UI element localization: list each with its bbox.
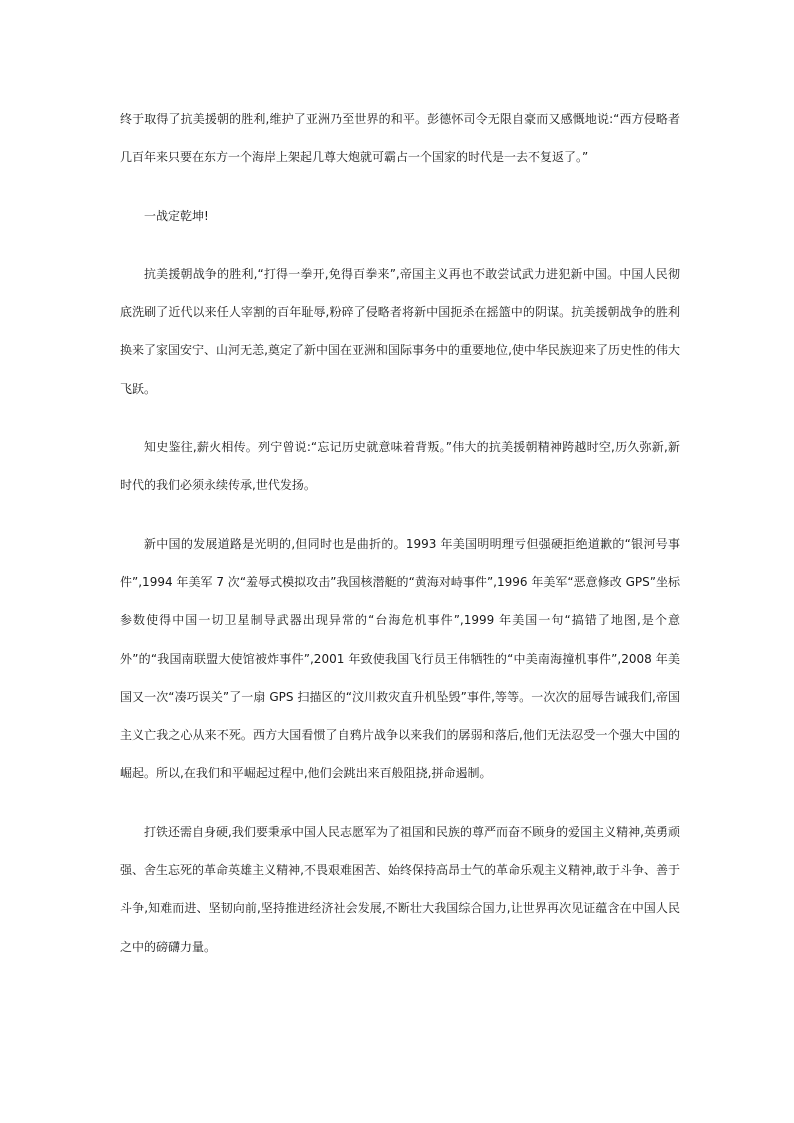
document-page: [120, 100, 680, 986]
paragraph-significance: 抗美援朝战争的胜利,“打得一拳开,免得百拳来”,帝国主义再也不敢尝试武力进犯新中国。中国人民彻底洗刷了近代以来任人宰割的百年耻辱,粉碎了侵略者将新中国扼杀在摇篮中的阴谋。抗美援朝战争的胜利换来了家国安宁、山河无恙,奠定了新中国在亚洲和国际事务中的重要地位,使中华民族迎来了历史性的伟大飞跃。: [120, 266, 680, 396]
paragraph-self-strength: 打铁还需自身硬,我们要秉承中国人民志愿军为了祖国和民族的尊严而奋不顾身的爱国主义精神,英勇顽强、舍生忘死的革命英雄主义精神,不畏艰难困苦、始终保持高昂士气的革命乐观主义精神,敢于斗争、善于斗争,知难而进、坚韧向前,坚持推进经济社会发展,不断壮大我国综合国力,让世界再次见证蕴含在中国人民之中的磅礴力量。: [120, 824, 680, 954]
paragraph-development-path: 新中国的发展道路是光明的,但同时也是曲折的。1993 年美国明明理亏但强硬拒绝道歉的“银河号事件”,1994 年美军 7 次“羞辱式模拟攻击”我国核潜艇的“黄海对峙事件”,1996 年美军“恶意修改 GPS”坐标参数使得中国一切卫星制导武器出现异常的“台海危机事件”,1999 年美国一句“搞错了地图,是个意外”的“我国南联盟大使馆被炸事件”,2001 年致使我国飞行员王伟牺牲的“中美南海撞机事件”,2008 年美国又一次“凑巧误关”了一扇 GPS 扫描区的“汶川救灾直升机坠毁”事件,等等。一次次的屈辱告诫我们,帝国主义亡我之心从来不死。西方大国看惯了自鸦片战争以来我们的孱弱和落后,他们无法忍受一个强大中国的崛起。所以,在我们和平崛起过程中,他们会跳出来百般阻挠,拼命遏制。: [120, 536, 680, 781]
paragraph-history-lesson: 知史鉴往,薪火相传。列宁曾说:“忘记历史就意味着背叛。”伟大的抗美援朝精神跨越时空,历久弥新,新时代的我们必须永续传承,世代发扬。: [120, 440, 680, 493]
paragraph-decisive-battle: 一战定乾坤!: [144, 208, 209, 223]
paragraph-victory-conclusion: 终于取得了抗美援朝的胜利,维护了亚洲乃至世界的和平。彭德怀司令无限自豪而又感慨地说:“西方侵略者几百年来只要在东方一个海岸上架起几尊大炮就可霸占一个国家的时代是一去不复返了。”: [120, 112, 680, 165]
